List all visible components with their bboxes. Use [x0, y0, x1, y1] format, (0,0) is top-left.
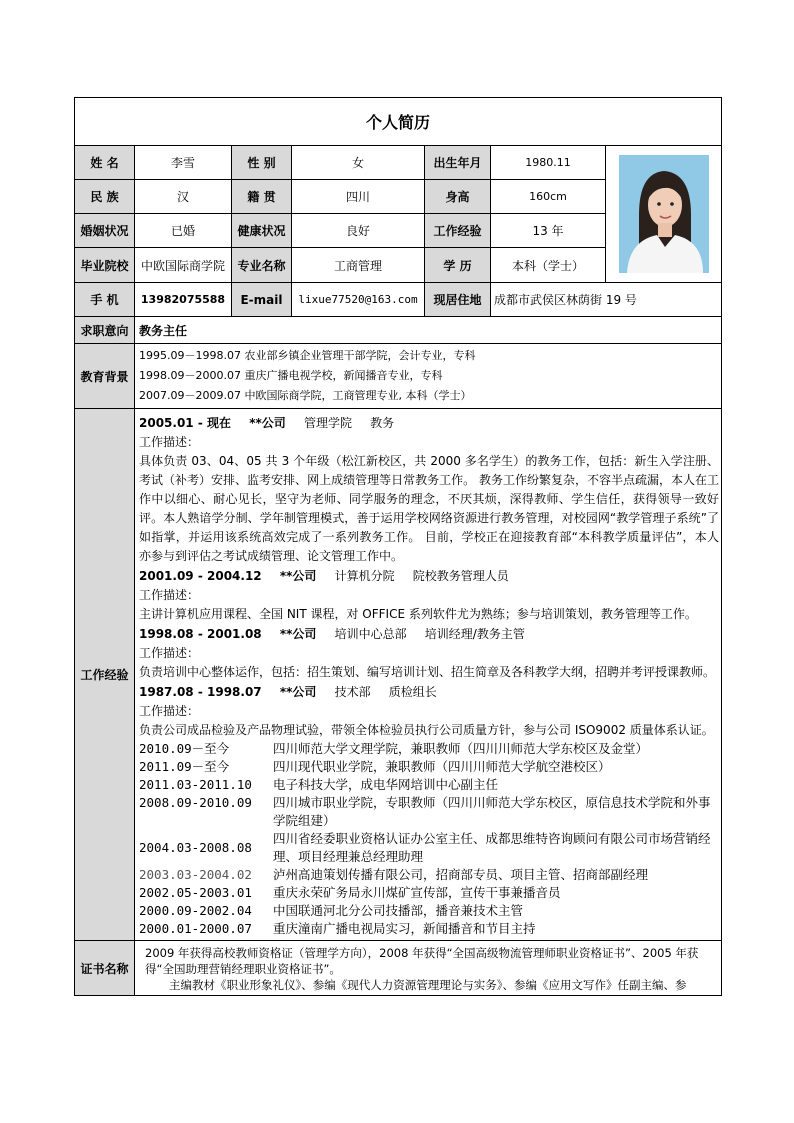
ethnic-value: 汉	[135, 180, 232, 214]
education-item: 2007.09－2009.07 中欧国际商学院，工商管理专业, 本科（学士）	[139, 389, 472, 402]
education-item: 1995.09－1998.07 农业部乡镇企业管理干部学院，会计专业，专科	[139, 349, 476, 362]
position-company: **公司	[279, 627, 317, 641]
health-value: 良好	[292, 214, 425, 248]
phone-label: 手 机	[75, 283, 135, 317]
gender-value: 女	[292, 146, 425, 180]
origin-value: 四川	[292, 180, 425, 214]
history-text: 中国联通河北分公司技播部，播音兼技术主管	[273, 903, 524, 918]
work-desc-label: 工作描述：	[139, 588, 200, 602]
objective-label: 求职意向	[75, 317, 135, 344]
height-label: 身高	[425, 180, 491, 214]
history-item	[139, 866, 719, 884]
position-role: 质检组长	[388, 685, 437, 699]
degree-value: 本科（学士）	[491, 248, 606, 283]
certificates-label: 证书名称	[75, 941, 135, 996]
work-desc-text: 主讲计算机应用课程、全国 NIT 课程，对 OFFICE 系列软件尤为熟练；参与培训策划，教务管理等工作。	[139, 607, 697, 621]
position-dept: 技术部	[334, 685, 371, 699]
position-company: **公司	[279, 569, 317, 583]
birth-value: 1980.11	[491, 146, 606, 180]
phone-value: 13982075588	[135, 283, 232, 317]
position-period: 1987.08 - 1998.07	[139, 685, 262, 699]
marital-label: 婚姻状况	[75, 214, 135, 248]
history-item	[139, 884, 719, 902]
history-date: 2011.09－至今	[139, 759, 230, 774]
publications-text: 主编教材《职业形象礼仪》、参编《现代人力资源管理理论与实务》、参编《应用文写作》任副主编、参	[169, 978, 687, 992]
history-text: 四川师范大学文理学院，兼职教师（四川川师范大学东校区及金堂）	[273, 741, 649, 756]
address-label: 现居住地	[425, 283, 491, 317]
history-text: 泸州高迪策划传播有限公司，招商部专员、项目主管、招商部副经理	[273, 867, 649, 882]
work-desc-text: 负责公司成品检验及产品物理试验，带领全体检验员执行公司质量方针，参与公司 ISO9002 质量体系认证。	[139, 723, 714, 737]
school-value: 中欧国际商学院	[135, 248, 232, 283]
position-header	[139, 682, 719, 702]
birth-label: 出生年月	[425, 146, 491, 180]
resume-table	[74, 97, 722, 996]
position-header	[139, 413, 719, 433]
history-item	[139, 902, 719, 920]
position-dept: 管理学院	[303, 416, 352, 430]
history-text: 重庆潼南广播电视局实习，新闻播音和节目主持	[273, 921, 536, 936]
major-value: 工商管理	[292, 248, 425, 283]
history-item	[139, 776, 719, 794]
history-date: 2003.03-2004.02	[139, 867, 252, 882]
history-text: 电子科技大学，成电华网培训中心副主任	[273, 777, 499, 792]
position-role: 院校教务管理人员	[412, 569, 509, 583]
position-company: **公司	[279, 685, 317, 699]
position-header	[139, 566, 719, 586]
experience-value: 13 年	[491, 214, 606, 248]
gender-label: 性 别	[232, 146, 292, 180]
certificates-content	[135, 941, 722, 996]
work-desc-label: 工作描述：	[139, 646, 200, 660]
major-label: 专业名称	[232, 248, 292, 283]
ethnic-label: 民 族	[75, 180, 135, 214]
height-value: 160cm	[491, 180, 606, 214]
history-text: 四川省经委职业资格认证办公室主任、成都思维特咨询顾问有限公司市场营销经理、项目经理兼总经理助理	[273, 831, 711, 864]
health-label: 健康状况	[232, 214, 292, 248]
history-item	[139, 740, 719, 758]
address-value: 成都市武侯区林荫街 19 号	[491, 283, 722, 317]
position-period: 2001.09 - 2004.12	[139, 569, 262, 583]
work-desc-label: 工作描述：	[139, 435, 200, 449]
email-value: lixue77520@163.com	[292, 283, 425, 317]
position-role: 培训经理/教务主管	[424, 627, 525, 641]
history-text: 四川城市职业学院，专职教师（四川川师范大学东校区，原信息技术学院和外事学院组建）	[273, 795, 711, 828]
history-text: 四川现代职业学院，兼职教师（四川川师范大学航空港校区）	[273, 759, 611, 774]
work-label: 工作经验	[75, 409, 135, 941]
position-dept: 计算机分院	[334, 569, 395, 583]
certificates-text: 2009 年获得高校教师资格证（管理学方向），2008 年获得“全国高级物流管理师职业资格证书”、2005 年获得“全国助理营销经理职业资格证书”。	[145, 946, 699, 976]
history-date: 2008.09-2010.09	[139, 795, 252, 810]
work-desc-label: 工作描述：	[139, 704, 200, 718]
history-item	[139, 920, 719, 938]
education-item: 1998.09－2000.07 重庆广播电视学校，新闻播音专业，专科	[139, 369, 443, 382]
history-item	[139, 758, 719, 776]
email-label: E-mail	[232, 283, 292, 317]
history-item	[139, 830, 719, 866]
history-date: 2000.09-2002.04	[139, 903, 252, 918]
work-details	[135, 409, 722, 941]
work-desc-text: 具体负责 03、04、05 共 3 个年级（松江新校区，共 2000 多名学生）的教务工作，包括：新生入学注册、考试（补考）安排、监考安排、网上成绩管理等日常教务工作。 教务工作纷繁复杂，不容半点疏漏，本人在工作中以细心、耐心见长，坚守为老师、同学服务的理念，不厌其烦，深得教师、学生信任，获得领导一致好评。本人熟谙学分制、学年制管理模式，善于运用学校网络资源进行教务管理，对校园网“教学管理子系统”了如指掌，并运用该系统高效完成了一系列教务工作。 目前，学校正在迎接教育部“本科教学质量评估”，本人亦参与到评估之考试成绩管理、论文管理工作中。	[139, 454, 720, 563]
education-list	[135, 344, 722, 409]
profile-photo	[619, 155, 709, 273]
position-header	[139, 624, 719, 644]
history-date: 2011.03-2011.10	[139, 777, 252, 792]
photo-cell	[606, 146, 722, 283]
work-history-list	[139, 740, 719, 938]
objective-value: 教务主任	[135, 317, 722, 344]
name-value: 李雪	[135, 146, 232, 180]
history-item	[139, 794, 719, 830]
history-date: 2004.03-2008.08	[139, 840, 252, 855]
history-date: 2000.01-2000.07	[139, 921, 252, 936]
position-role: 教务	[370, 416, 395, 430]
education-label: 教育背景	[75, 344, 135, 409]
degree-label: 学 历	[425, 248, 491, 283]
name-label: 姓 名	[75, 146, 135, 180]
history-text: 重庆永荣矿务局永川煤矿宣传部，宣传干事兼播音员	[273, 885, 561, 900]
history-date: 2002.05-2003.01	[139, 885, 252, 900]
position-period: 2005.01 - 现在	[139, 416, 231, 430]
work-desc-text: 负责培训中心整体运作，包括：招生策划、编写培训计划、招生简章及各科教学大纲，招聘并考评授课教师。	[139, 665, 716, 679]
position-company: **公司	[249, 416, 286, 430]
marital-value: 已婚	[135, 214, 232, 248]
origin-label: 籍 贯	[232, 180, 292, 214]
school-label: 毕业院校	[75, 248, 135, 283]
resume-title: 个人简历	[75, 98, 722, 146]
experience-label: 工作经验	[425, 214, 491, 248]
position-period: 1998.08 - 2001.08	[139, 627, 262, 641]
position-dept: 培训中心总部	[334, 627, 407, 641]
history-date: 2010.09－至今	[139, 741, 230, 756]
